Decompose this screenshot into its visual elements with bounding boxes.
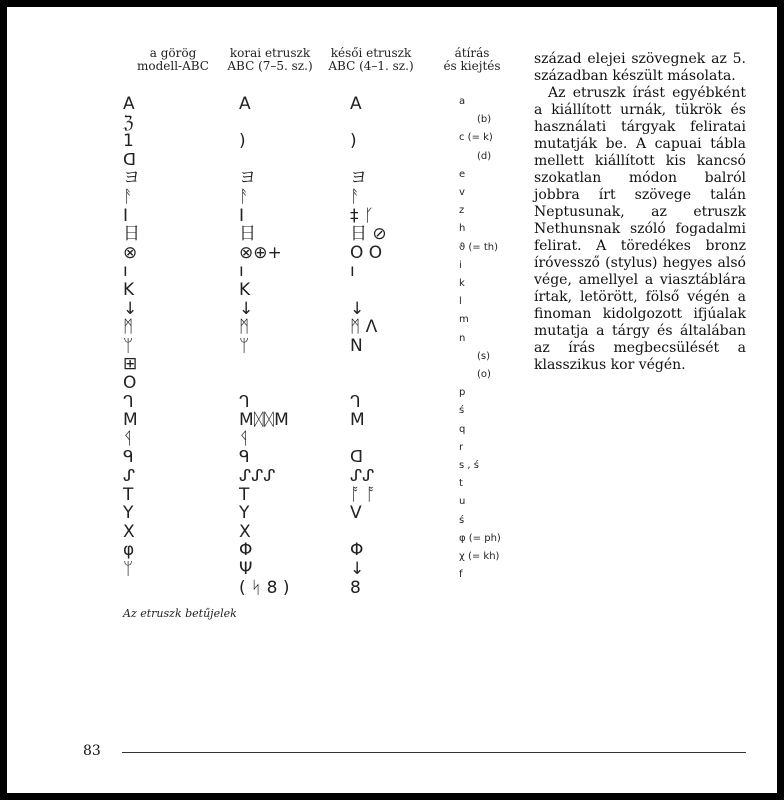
footer-rule <box>122 752 746 753</box>
greek-letter: ᔑ <box>123 466 136 486</box>
late-letter: V <box>350 503 362 524</box>
translit-entry: i <box>459 259 462 271</box>
late-letter: ↓ <box>350 559 365 579</box>
greek-letter: K <box>123 280 135 300</box>
early-letter: MᛞᛞM <box>239 410 289 431</box>
translit-entry: (s) <box>477 350 491 362</box>
early-letter: ı <box>239 261 244 282</box>
translit-entry: ś <box>459 405 465 417</box>
header-greek-line1: a görög <box>149 46 197 60</box>
greek-letter: ᛗ <box>123 317 134 338</box>
late-letter: ᒉ <box>350 391 361 412</box>
early-letter: A <box>239 94 251 114</box>
early-letter: K <box>239 280 251 300</box>
header-early <box>215 47 325 73</box>
early-letter: ᒉ <box>239 391 250 412</box>
late-letter: ‡ ᚴ <box>350 205 375 226</box>
body-paragraph-2: Az etruszk írást egyébként a kiállított urnák, tükrök és használati tárgyak feliratai mutatják be. A capuai tábla mellett kiállított kis kancsó szokatlan módon balról jobbra írt szövege talán Neptusunak, az etruszk Nethunsnak szóló fogadalmi felirat. A töredékes bronz íróvessző (stylus) hegyes alsó vége, amellyel a viasztáblára írtak, letörött, fölső végén a finoman kidolgozott ifjúalak mutatja a tárgy és általában az írás megbecsülését a klasszikus kor végén. <box>534 85 746 373</box>
greek-letter: Y <box>123 503 134 524</box>
early-letter: ᑫ <box>239 447 250 468</box>
late-letter: ı <box>350 261 355 282</box>
greek-letter: ᛩ <box>123 428 134 449</box>
greek-letter: ᒉ <box>123 391 134 412</box>
early-letter: ᛗ <box>239 317 250 338</box>
greek-letter: ⊗ <box>123 242 138 263</box>
translit-entry: k <box>459 278 465 289</box>
late-letter: O O <box>350 242 383 263</box>
late-letter: ) <box>350 131 357 152</box>
header-translit-line2: és kiejtés <box>443 59 501 73</box>
greek-letter: ᗡ <box>123 149 137 170</box>
early-letter: Ψ <box>239 559 253 579</box>
early-letter: T <box>239 484 250 505</box>
early-letter: ᔑᔑᔑ <box>239 466 276 486</box>
translit-entry: p <box>459 387 466 399</box>
translit-entry: e <box>459 168 466 180</box>
translit-entry: v <box>459 187 465 198</box>
early-letter: ↓ <box>239 298 254 319</box>
header-translit <box>417 47 527 73</box>
translit-entry: (o) <box>477 369 491 380</box>
greek-letter: O <box>123 373 137 393</box>
greek-letter: ⊞ <box>123 354 138 375</box>
translit-entry: m <box>459 314 469 326</box>
greek-letter: ᑫ <box>123 447 134 468</box>
header-late <box>316 47 426 73</box>
early-letter: ヨ <box>239 168 256 189</box>
translit-entry: t <box>459 478 463 490</box>
early-letter: ᚨ <box>239 187 250 207</box>
greek-letter: ı <box>123 261 128 282</box>
greek-letter: 日 <box>123 224 140 245</box>
early-letter: I <box>239 205 245 226</box>
header-translit-line1: átírás <box>454 46 490 60</box>
greek-letter: Μ <box>123 410 138 431</box>
greek-letter: φ <box>123 540 135 561</box>
translit-entry: (b) <box>477 114 492 126</box>
header-early-line2: ABC (7–5. sz.) <box>227 59 313 73</box>
greek-letter: X <box>123 521 135 542</box>
greek-letter: ℨ <box>123 112 134 133</box>
early-letter: Φ <box>239 540 253 561</box>
translit-entry: r <box>459 441 464 453</box>
translit-entry: s , ś <box>459 460 479 471</box>
translit-entry: φ (= ph) <box>459 532 501 544</box>
header-greek-line2: modell-ABC <box>136 59 209 73</box>
translit-entry: q <box>459 423 466 435</box>
late-letter: ᚨ <box>350 187 361 207</box>
late-letter: ヨ <box>350 168 367 189</box>
translit-entry: l <box>459 296 462 308</box>
translit-entry: ś <box>459 514 465 526</box>
late-letter: N <box>350 335 363 356</box>
greek-letter: ᛘ <box>123 559 134 579</box>
translit-entry: u <box>459 496 466 508</box>
early-letter: Y <box>239 503 250 524</box>
greek-letter: ᛘ <box>123 335 134 356</box>
late-letter: 日 ⊘ <box>350 224 387 245</box>
greek-letter: 1 <box>123 131 134 152</box>
late-letter: ᔑᔑ <box>350 466 375 486</box>
early-letter: ᛩ <box>239 428 250 449</box>
header-greek <box>118 47 228 73</box>
late-letter: ↓ <box>350 298 365 319</box>
early-letter: X <box>239 521 251 542</box>
translit-entry: (d) <box>477 150 492 162</box>
greek-letter: ᚨ <box>123 187 134 207</box>
early-letter: ⊗⊕+ <box>239 242 282 263</box>
translit-entry: h <box>459 223 466 235</box>
greek-letter: T <box>123 484 134 505</box>
late-letter: 8 <box>350 577 361 598</box>
translit-entry: a <box>459 96 466 107</box>
page-number: 83 <box>83 743 101 759</box>
greek-letter: A <box>123 94 135 114</box>
book-page <box>7 7 777 793</box>
translit-entry: z <box>459 205 465 217</box>
figure-caption: Az etruszk betűjelek <box>123 607 237 620</box>
late-letter: Φ <box>350 540 364 561</box>
translit-entry: c (= k) <box>459 132 493 144</box>
early-letter: ( ᛋ 8 ) <box>239 577 290 598</box>
early-letter: 日 <box>239 224 256 245</box>
greek-letter: ヨ <box>123 168 140 189</box>
early-letter: ᛘ <box>239 335 250 356</box>
translit-entry: ϑ (= th) <box>459 241 498 253</box>
greek-letter: I <box>123 205 129 226</box>
late-letter: ᛗ Λ <box>350 317 378 338</box>
header-early-line1: korai etruszk <box>229 46 311 60</box>
header-late-line1: késői etruszk <box>330 46 412 60</box>
translit-entry: f <box>459 569 463 581</box>
late-letter: M <box>350 410 365 431</box>
late-letter: ᗡ <box>350 447 364 468</box>
greek-letter: ↓ <box>123 298 138 319</box>
header-late-line2: ABC (4–1. sz.) <box>328 59 414 73</box>
body-paragraph-1: század elejei szövegnek az 5. században készült másolata. <box>534 51 746 84</box>
translit-entry: n <box>459 332 466 344</box>
body-text <box>534 51 746 374</box>
late-letter: A <box>350 94 362 114</box>
early-letter: ) <box>239 131 246 152</box>
late-letter: ᚩ ᚩ <box>350 484 376 505</box>
translit-entry: χ (= kh) <box>459 551 500 562</box>
